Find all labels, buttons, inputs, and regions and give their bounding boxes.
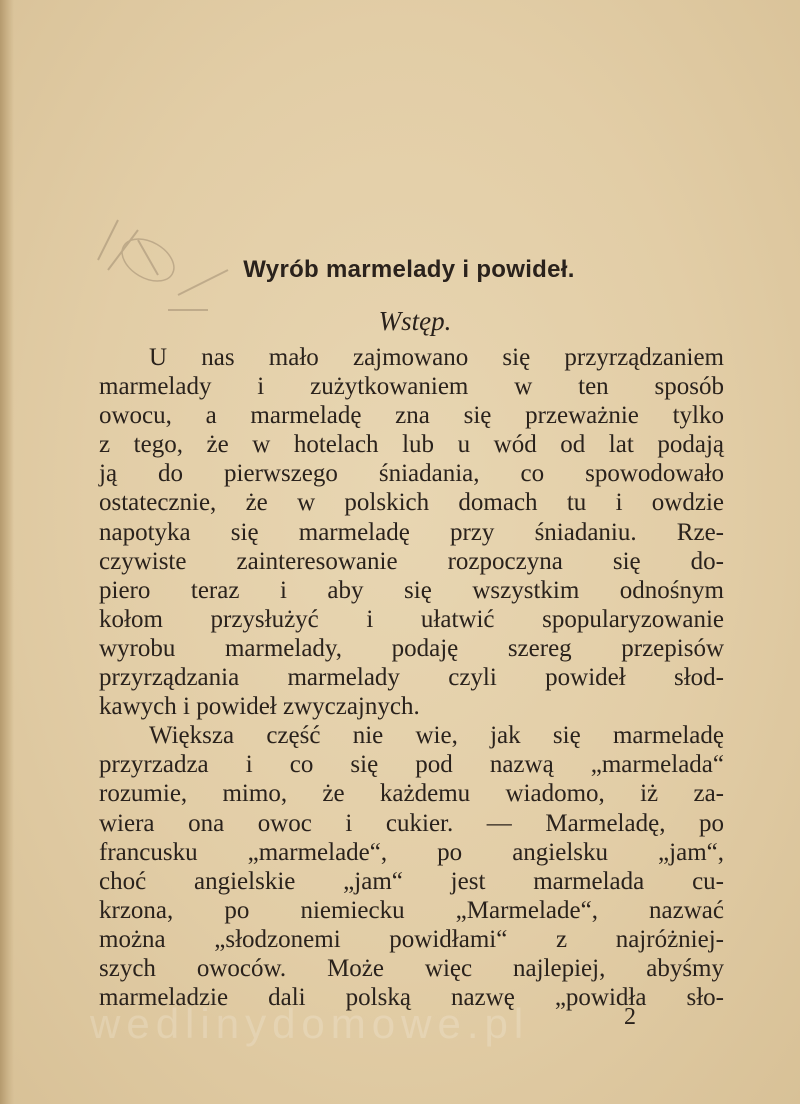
text-line: kołom przysłużyć i ułatwić spopularyzowanie — [99, 605, 724, 633]
text-line: Większa część nie wie, jak się marmeladę — [149, 722, 724, 750]
text-line: przyrzadza i co się pod nazwą „marmelada“ — [99, 751, 724, 779]
text-line: U nas mało zajmowano się przyrządzaniem — [149, 344, 724, 371]
text-line: krzona, po niemiecku „Marmelade“, nazwać — [99, 896, 724, 924]
text-line: francusku „marmelade“, po angielsku „jam“, — [99, 838, 724, 866]
text-line: piero teraz i aby się wszystkim odnośnym — [99, 576, 724, 604]
text-line: ostatecznie, że w polskich domach tu i owdzie — [99, 489, 724, 517]
text-line: szych owoców. Może więc najlepiej, abyśmy — [99, 954, 724, 982]
chapter-title: Wyrób marmelady i powideł. — [243, 256, 575, 283]
section-title: Wstęp. — [378, 306, 452, 336]
watermark: wedlinydomowe.pl — [90, 1000, 530, 1047]
text-line: napotyka się marmeladę przy śniadaniu. Rze- — [99, 518, 724, 546]
text-line: z tego, że w hotelach lub u wód od lat podają — [99, 431, 724, 459]
page-binding-edge — [0, 0, 14, 1104]
text-line: rozumie, mimo, że każdemu wiadomo, iż za- — [99, 780, 724, 808]
text-line: wyrobu marmelady, podaję szereg przepisów — [99, 634, 724, 662]
text-line: wiera ona owoc i cukier. — Marmeladę, po — [99, 809, 724, 837]
text-line: przyrządzania marmelady czyli powideł słod- — [99, 664, 724, 692]
text-line: ją do pierwszego śniadania, co spowodowało — [99, 460, 724, 488]
page-number: 2 — [624, 1004, 636, 1030]
text-line: czywiste zainteresowanie rozpoczyna się do- — [99, 547, 724, 575]
text-line: marmeladzie dali polską nazwę „powidła sło- — [99, 984, 724, 1012]
text-line: można „słodzonemi powidłami“ z najróżniej- — [99, 925, 724, 953]
text-line: kawych i powideł zwyczajnych. — [99, 693, 420, 721]
body-text — [99, 343, 724, 1012]
text-line: marmelady i zużytkowaniem w ten sposób — [99, 373, 724, 401]
text-line: choć angielskie „jam“ jest marmelada cu- — [99, 867, 724, 895]
text-line: owocu, a marmeladę zna się przeważnie tylko — [99, 402, 724, 430]
